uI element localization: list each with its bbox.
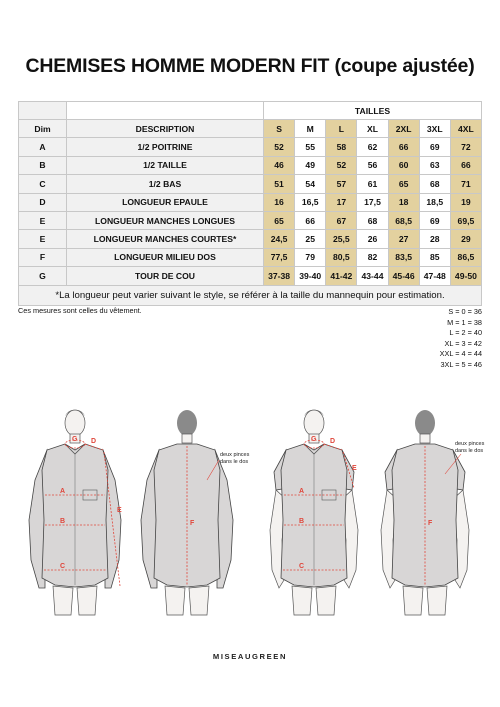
dim-cell: G <box>19 267 67 285</box>
value-cell: 66 <box>388 138 419 156</box>
conversion-line: S = 0 = 36 <box>448 307 482 316</box>
value-cell: 57 <box>326 175 357 193</box>
value-cell: 82 <box>357 248 388 266</box>
value-cell: 68 <box>419 175 450 193</box>
value-cell: 63 <box>419 156 450 174</box>
conversion-line: XL = 3 = 42 <box>444 338 482 348</box>
table-row <box>19 175 482 193</box>
label-d: D <box>91 438 97 445</box>
figure-back-short-sleeve <box>381 410 485 615</box>
value-cell: 55 <box>295 138 326 156</box>
value-cell: 49 <box>295 156 326 174</box>
value-cell: 18,5 <box>419 193 450 211</box>
value-cell: 39-40 <box>295 267 326 285</box>
table-row <box>19 193 482 211</box>
size-column-header: 3XL <box>419 120 450 138</box>
blank-cell <box>67 102 264 120</box>
sizes-group-header: TAILLES <box>264 102 482 120</box>
value-cell: 72 <box>450 138 481 156</box>
value-cell: 62 <box>357 138 388 156</box>
description-cell: LONGUEUR EPAULE <box>67 193 264 211</box>
value-cell: 25,5 <box>326 230 357 248</box>
table-row <box>19 230 482 248</box>
back-note-line-1: deux pinces <box>455 441 485 447</box>
value-cell: 19 <box>450 193 481 211</box>
table-row <box>19 248 482 266</box>
table-row <box>19 267 482 285</box>
value-cell: 80,5 <box>326 248 357 266</box>
value-cell: 26 <box>357 230 388 248</box>
description-cell: 1/2 TAILLE <box>67 156 264 174</box>
page-title: CHEMISES HOMME MODERN FIT (coupe ajustée) <box>25 55 475 77</box>
table-note-row <box>19 285 482 305</box>
value-cell: 71 <box>450 175 481 193</box>
value-cell: 66 <box>450 156 481 174</box>
size-column-header: L <box>326 120 357 138</box>
table-row <box>19 211 482 229</box>
value-cell: 17 <box>326 193 357 211</box>
label-a: A <box>60 488 66 495</box>
conversion-line: XXL = 4 = 44 <box>439 349 482 359</box>
brand-logo: MISEAUGREEN <box>212 652 288 661</box>
value-cell: 46 <box>264 156 295 174</box>
label-f: F <box>190 520 195 527</box>
figure-back-long-sleeve <box>141 410 250 615</box>
value-cell: 24,5 <box>264 230 295 248</box>
label-c: C <box>299 563 305 570</box>
figure-front-short-sleeve <box>270 410 358 615</box>
dim-cell: E <box>19 230 67 248</box>
dim-column-header: Dim <box>19 120 67 138</box>
label-g: G <box>72 436 78 443</box>
dim-cell: A <box>19 138 67 156</box>
label-e: E <box>117 507 122 514</box>
table-row <box>19 138 482 156</box>
size-column-header: S <box>264 120 295 138</box>
value-cell: 29 <box>450 230 481 248</box>
label-g: G <box>311 436 317 443</box>
measures-note: Ces mesures sont celles du vêtement. <box>18 306 142 315</box>
back-note-line-2: dans le dos <box>220 459 249 465</box>
value-cell: 79 <box>295 248 326 266</box>
back-note-line-2: dans le dos <box>455 448 484 454</box>
value-cell: 69,5 <box>450 211 481 229</box>
value-cell: 60 <box>388 156 419 174</box>
value-cell: 52 <box>264 138 295 156</box>
label-e: E <box>352 465 357 472</box>
value-cell: 67 <box>326 211 357 229</box>
value-cell: 58 <box>326 138 357 156</box>
value-cell: 47-48 <box>419 267 450 285</box>
dim-cell: E <box>19 211 67 229</box>
size-table <box>18 101 482 306</box>
value-cell: 18 <box>388 193 419 211</box>
value-cell: 25 <box>295 230 326 248</box>
description-cell: 1/2 BAS <box>67 175 264 193</box>
label-f: F <box>428 520 433 527</box>
value-cell: 77,5 <box>264 248 295 266</box>
value-cell: 16,5 <box>295 193 326 211</box>
conversion-line: L = 2 = 40 <box>449 328 482 338</box>
value-cell: 68 <box>357 211 388 229</box>
size-column-header: XL <box>357 120 388 138</box>
description-cell: LONGUEUR MANCHES COURTES* <box>67 230 264 248</box>
value-cell: 51 <box>264 175 295 193</box>
value-cell: 61 <box>357 175 388 193</box>
value-cell: 65 <box>264 211 295 229</box>
value-cell: 43-44 <box>357 267 388 285</box>
value-cell: 56 <box>357 156 388 174</box>
value-cell: 49-50 <box>450 267 481 285</box>
label-c: C <box>60 563 66 570</box>
dim-cell: B <box>19 156 67 174</box>
label-a: A <box>299 488 305 495</box>
value-cell: 86,5 <box>450 248 481 266</box>
dim-cell: F <box>19 248 67 266</box>
label-b: B <box>60 518 66 525</box>
description-cell: TOUR DE COU <box>67 267 264 285</box>
dim-cell: C <box>19 175 67 193</box>
value-cell: 41-42 <box>326 267 357 285</box>
size-column-header: M <box>295 120 326 138</box>
table-header-row <box>19 120 482 138</box>
value-cell: 45-46 <box>388 267 419 285</box>
conversion-line: 3XL = 5 = 46 <box>440 359 482 369</box>
figure-front-long-sleeve <box>29 410 122 615</box>
value-cell: 85 <box>419 248 450 266</box>
value-cell: 65 <box>388 175 419 193</box>
table-row <box>19 156 482 174</box>
illustrations <box>0 395 500 625</box>
description-cell: LONGUEUR MANCHES LONGUES <box>67 211 264 229</box>
blank-cell <box>19 102 67 120</box>
value-cell: 83,5 <box>388 248 419 266</box>
label-b: B <box>299 518 305 525</box>
description-cell: LONGUEUR MILIEU DOS <box>67 248 264 266</box>
value-cell: 54 <box>295 175 326 193</box>
value-cell: 68,5 <box>388 211 419 229</box>
value-cell: 16 <box>264 193 295 211</box>
description-column-header: DESCRIPTION <box>67 120 264 138</box>
table-group-header-row <box>19 102 482 120</box>
size-column-header: 2XL <box>388 120 419 138</box>
size-conversion-list <box>440 307 482 371</box>
size-column-header: 4XL <box>450 120 481 138</box>
dim-cell: D <box>19 193 67 211</box>
description-cell: 1/2 POITRINE <box>67 138 264 156</box>
value-cell: 27 <box>388 230 419 248</box>
value-cell: 37-38 <box>264 267 295 285</box>
label-d: D <box>330 438 336 445</box>
value-cell: 66 <box>295 211 326 229</box>
value-cell: 69 <box>419 211 450 229</box>
table-footnote: *La longueur peut varier suivant le style, se référer à la taille du mannequin pour estimation. <box>19 285 482 305</box>
value-cell: 28 <box>419 230 450 248</box>
conversion-line: M = 1 = 38 <box>447 317 482 327</box>
value-cell: 69 <box>419 138 450 156</box>
value-cell: 52 <box>326 156 357 174</box>
back-note-line-1: deux pinces <box>220 452 250 458</box>
value-cell: 17,5 <box>357 193 388 211</box>
